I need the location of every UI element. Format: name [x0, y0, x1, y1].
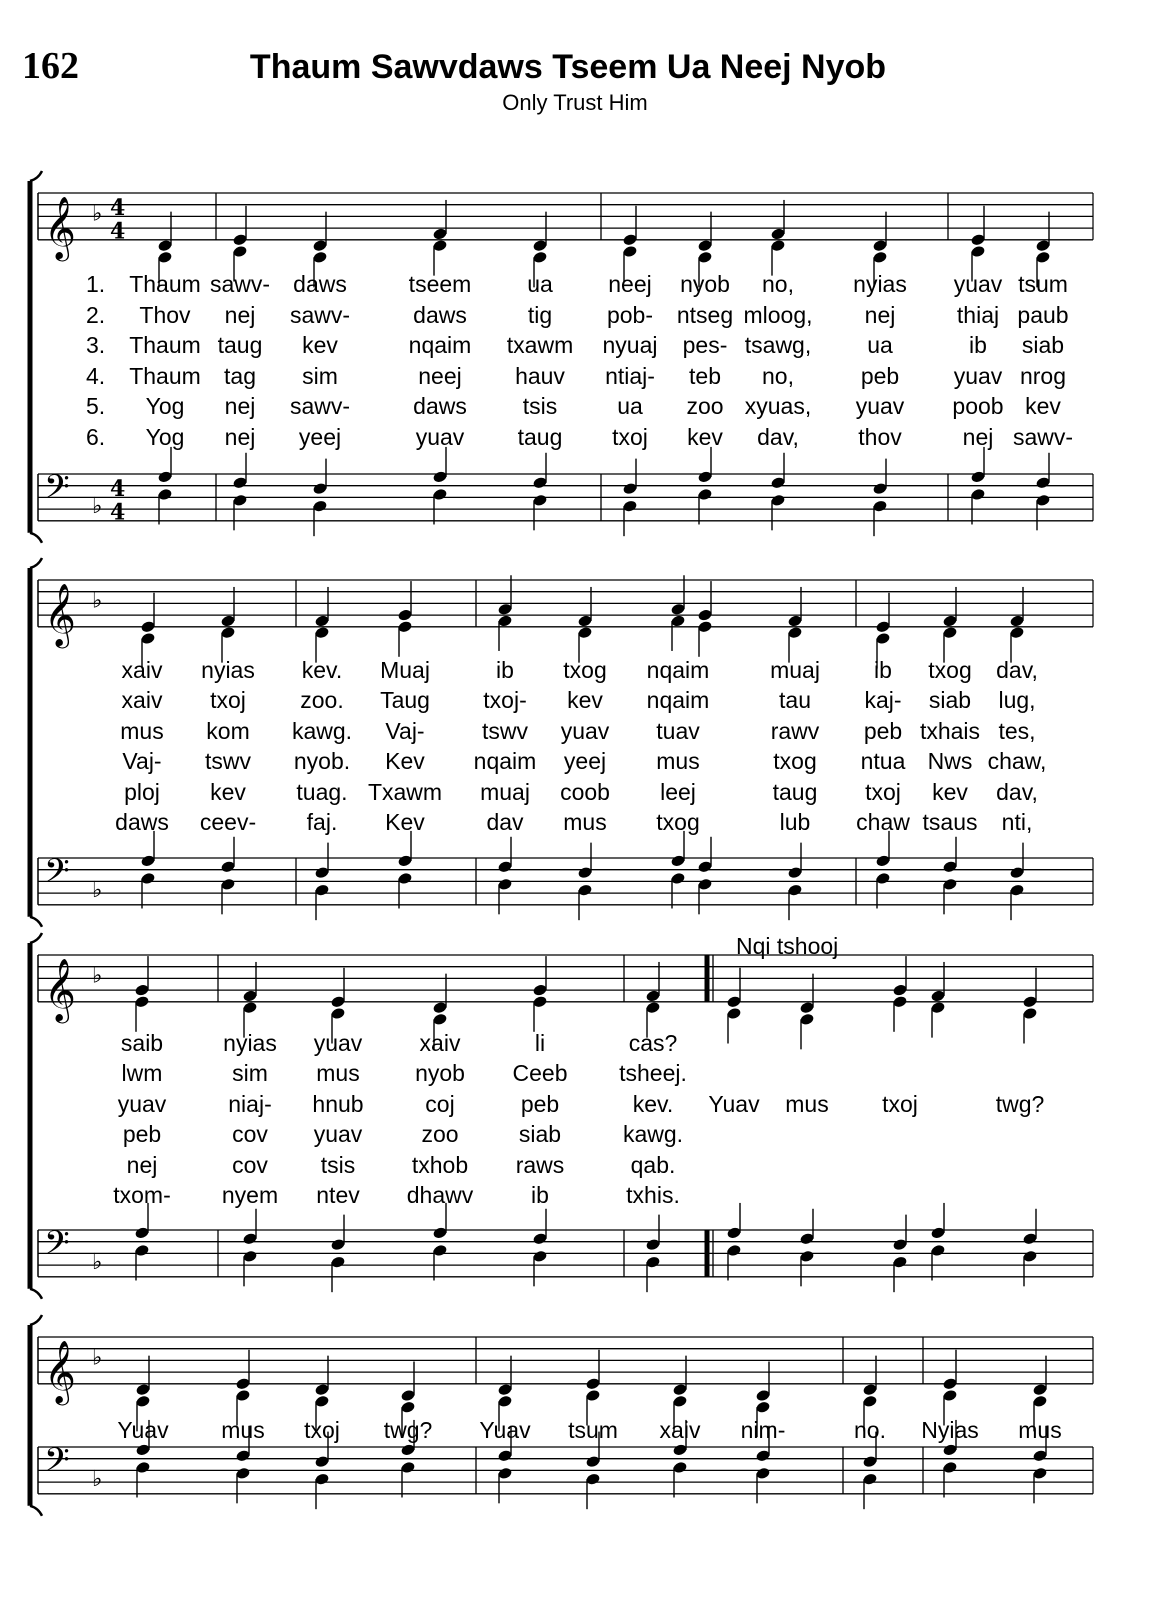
lyric-syllable: niaj-: [228, 1090, 272, 1117]
lyric-syllable: mus: [221, 1417, 265, 1443]
lyric-syllable: yuav: [953, 362, 1003, 389]
lyric-syllable: Txawm: [367, 778, 443, 805]
lyric-syllable: xyuas,: [744, 393, 812, 420]
lyric-syllable: dav,: [757, 424, 799, 450]
treble-clef: 𝄞: [44, 1339, 76, 1403]
lyric-syllable: nej: [224, 393, 256, 420]
lyric-syllable: zoo.: [300, 687, 344, 714]
lyric-syllable: Yuav: [479, 1417, 531, 1443]
lyric-syllable: tsheej.: [619, 1060, 687, 1087]
lyric-syllable: zoo: [421, 1121, 459, 1148]
lyric-syllable: txoj: [865, 778, 901, 805]
lyric-syllable: kev: [932, 778, 968, 805]
lyric-syllable: siab: [1021, 332, 1065, 359]
lyric-syllable: sawv-: [289, 393, 351, 420]
lyric-syllable: ua: [617, 393, 643, 420]
lyric-syllable: txoj-: [483, 687, 527, 714]
lyric-syllable: Kev: [385, 809, 425, 835]
lyric-syllable: Yog: [145, 424, 185, 450]
lyric-syllable: ua: [867, 332, 893, 359]
lyric-syllable: txawm: [506, 332, 574, 359]
lyric-syllable: nej: [962, 424, 994, 450]
lyric-syllable: taug: [772, 778, 818, 805]
lyric-syllable: kev: [567, 687, 603, 714]
lyric-syllable: neej: [418, 362, 462, 389]
lyric-syllable: teb: [689, 362, 721, 389]
lyric-syllable: sawv-: [1012, 424, 1074, 450]
lyric-syllable: txog: [656, 809, 700, 835]
lyric-syllable: mus: [316, 1060, 360, 1087]
key-signature-flat: ♭: [92, 1467, 103, 1493]
lyric-syllable: yuav: [313, 1030, 363, 1056]
lyric-syllable: twg?: [383, 1417, 433, 1443]
lyric-syllable: tsaus: [922, 809, 978, 835]
treble-clef: 𝄞: [44, 195, 76, 259]
lyric-syllable: mus: [1018, 1417, 1062, 1443]
lyric-syllable: thov: [858, 424, 902, 450]
hymn-number: 162: [22, 45, 79, 87]
lyric-syllable: tsum: [1018, 271, 1068, 297]
key-signature-flat: ♭: [92, 1250, 103, 1276]
lyric-syllable: daws: [413, 393, 467, 420]
lyric-syllable: ua: [527, 271, 553, 297]
lyric-syllable: peb: [860, 362, 900, 389]
lyric-syllable: ntseg: [676, 301, 734, 328]
lyric-syllable: txog: [773, 748, 817, 775]
lyric-syllable: taug: [517, 424, 563, 450]
lyric-syllable: hauv: [515, 362, 565, 389]
lyric-syllable: yeej: [298, 424, 342, 450]
lyric-syllable: nej: [126, 1151, 158, 1178]
lyric-syllable: kev.: [632, 1090, 674, 1117]
lyric-syllable: tsis: [320, 1151, 356, 1178]
lyric-syllable: dav,: [996, 657, 1038, 683]
treble-note: [585, 1350, 600, 1426]
key-signature-flat: ♭: [92, 201, 103, 227]
lyric-syllable: dav,: [996, 778, 1038, 805]
lyric-syllable: nqaim: [646, 687, 710, 714]
key-signature-flat: ♭: [92, 963, 103, 989]
lyric-syllable: txom-: [113, 1182, 171, 1208]
lyric-syllable: Yuav: [117, 1417, 169, 1443]
key-signature-flat: ♭: [92, 494, 103, 520]
lyric-syllable: sawv-: [209, 271, 271, 297]
lyric-syllable: yuav: [560, 717, 610, 744]
lyric-syllable: no,: [762, 362, 794, 389]
lyric-syllable: tswv: [205, 748, 251, 775]
lyric-syllable: tuav: [656, 717, 700, 744]
bass-clef: 𝄢: [44, 852, 70, 899]
lyric-syllable: mus: [563, 809, 607, 835]
lyric-syllable: li: [534, 1030, 546, 1056]
lyric-syllable: txoj: [304, 1417, 340, 1443]
lyric-syllable: yuav: [953, 271, 1003, 297]
verse-number: 2.: [86, 301, 106, 328]
lyric-syllable: xaiv: [419, 1030, 461, 1056]
lyric-syllable: ntua: [860, 748, 906, 775]
lyric-syllable: kawg.: [291, 717, 353, 744]
lyric-syllable: kev: [1025, 393, 1061, 420]
lyric-syllable: Ceeb: [512, 1060, 568, 1087]
lyric-syllable: Thaum: [129, 332, 201, 359]
lyric-syllable: kev.: [301, 657, 343, 683]
lyric-syllable: Kev: [385, 748, 425, 775]
lyric-syllable: nyias: [853, 271, 907, 297]
lyric-syllable: txhis.: [626, 1182, 680, 1208]
time-signature-bottom: 4: [110, 499, 126, 526]
lyric-syllable: txhob: [411, 1151, 469, 1178]
key-signature-flat: ♭: [92, 588, 103, 614]
lyric-syllable: tuag.: [296, 778, 348, 805]
lyric-syllable: xaiv: [659, 1417, 701, 1443]
lyric-syllable: Vaj-: [385, 717, 425, 744]
lyric-syllable: no,: [762, 271, 794, 297]
lyric-syllable: kaj-: [864, 687, 902, 714]
lyric-syllable: cov: [232, 1151, 268, 1178]
lyric-syllable: yuav: [855, 393, 905, 420]
lyric-syllable: nti,: [1001, 809, 1033, 835]
lyric-syllable: coob: [560, 778, 610, 805]
verse-number: 3.: [86, 332, 106, 359]
verse-number: 4.: [86, 362, 106, 389]
lyric-syllable: pob-: [606, 301, 654, 328]
key-signature-flat: ♭: [92, 1345, 103, 1371]
lyric-syllable: zoo: [686, 393, 724, 420]
lyric-syllable: rawv: [770, 717, 820, 744]
bass-clef: 𝄢: [44, 1224, 70, 1271]
lyric-syllable: tsis: [522, 393, 558, 420]
lyric-syllable: nyob.: [293, 748, 351, 775]
lyric-syllable: xaiv: [121, 687, 163, 714]
lyric-syllable: peb: [122, 1121, 162, 1148]
lyric-syllable: tau: [779, 687, 811, 714]
lyric-syllable: peb: [520, 1090, 560, 1117]
lyric-syllable: ntev: [316, 1182, 360, 1208]
lyric-syllable: nyias: [223, 1030, 277, 1056]
lyric-syllable: dhawv: [406, 1182, 474, 1208]
lyric-syllable: nim-: [740, 1417, 786, 1443]
lyric-syllable: daws: [293, 271, 347, 297]
lyric-syllable: ib: [496, 657, 514, 683]
lyric-syllable: leej: [660, 778, 696, 805]
hymn-title: Thaum Sawvdaws Tseem Ua Neej Nyob: [249, 48, 887, 86]
lyric-syllable: muaj: [480, 778, 530, 805]
lyric-syllable: pes-: [682, 332, 728, 359]
lyric-syllable: Nws: [927, 748, 973, 775]
treble-clef: 𝄞: [44, 957, 76, 1021]
key-signature-flat: ♭: [92, 878, 103, 904]
lyric-syllable: nyuaj: [602, 332, 658, 359]
lyric-syllable: lug,: [998, 687, 1036, 714]
lyric-syllable: Thov: [139, 301, 191, 328]
lyric-syllable: paub: [1017, 301, 1069, 328]
lyric-syllable: cas?: [628, 1030, 678, 1056]
lyric-syllable: Thaum: [129, 271, 201, 297]
lyric-syllable: nyem: [221, 1182, 279, 1208]
lyric-syllable: txog: [928, 657, 972, 683]
lyric-syllable: coj: [425, 1090, 455, 1117]
lyric-syllable: lub: [779, 809, 811, 835]
lyric-syllable: tig: [527, 301, 553, 328]
lyric-syllable: yuav: [415, 424, 465, 450]
lyric-syllable: yeej: [563, 748, 607, 775]
lyric-syllable: kawg.: [622, 1121, 684, 1148]
lyric-syllable: Vaj-: [122, 748, 162, 775]
lyric-syllable: dav: [486, 809, 524, 835]
lyric-syllable: muaj: [770, 657, 820, 683]
lyric-syllable: Yuav: [708, 1090, 760, 1117]
lyric-syllable: nqaim: [646, 657, 710, 683]
verse-number: 1.: [86, 271, 106, 297]
lyric-syllable: mus: [785, 1090, 829, 1117]
lyric-syllable: kev: [302, 332, 338, 359]
lyric-syllable: txoj: [210, 687, 246, 714]
lyric-syllable: Muaj: [380, 657, 430, 683]
lyric-syllable: nej: [224, 424, 256, 450]
lyric-syllable: kev: [687, 424, 723, 450]
lyric-syllable: lwm: [121, 1060, 163, 1087]
lyric-syllable: ceev-: [199, 809, 257, 835]
hymn-subtitle: Only Trust Him: [502, 90, 648, 115]
lyric-syllable: neej: [608, 271, 652, 297]
lyric-syllable: txoj: [612, 424, 648, 450]
lyric-syllable: twg?: [995, 1090, 1045, 1117]
lyric-syllable: ploj: [124, 778, 160, 805]
lyric-syllable: sim: [302, 362, 338, 389]
lyric-syllable: kev: [210, 778, 246, 805]
lyric-syllable: nyob: [415, 1060, 465, 1087]
verse-number: 5.: [86, 393, 106, 420]
lyric-syllable: txoj: [882, 1090, 918, 1117]
lyric-syllable: mus: [656, 748, 700, 775]
bass-clef: 𝄢: [44, 1441, 70, 1488]
lyric-syllable: siab: [928, 687, 972, 714]
lyric-syllable: tsum: [568, 1417, 618, 1443]
lyric-syllable: nqaim: [408, 332, 472, 359]
treble-staff: [38, 1337, 1093, 1406]
lyric-syllable: tseem: [408, 271, 472, 297]
lyric-syllable: tswv: [482, 717, 528, 744]
lyric-syllable: ib: [874, 657, 892, 683]
lyric-syllable: saib: [120, 1030, 164, 1056]
lyric-syllable: nrog: [1019, 362, 1067, 389]
lyric-syllable: thiaj: [956, 301, 1000, 328]
time-signature-bottom: 4: [110, 218, 126, 245]
lyric-syllable: ntiaj-: [605, 362, 655, 389]
lyric-syllable: daws: [413, 301, 467, 328]
lyric-syllable: nej: [224, 301, 256, 328]
lyric-syllable: ib: [531, 1182, 549, 1208]
lyric-syllable: qab.: [630, 1151, 676, 1178]
lyric-syllable: txog: [563, 657, 607, 683]
lyric-syllable: faj.: [306, 809, 338, 835]
lyric-syllable: yuav: [117, 1090, 167, 1117]
lyric-syllable: nyias: [201, 657, 255, 683]
treble-note: [942, 1350, 957, 1426]
lyric-syllable: nyob: [680, 271, 730, 297]
bass-clef: 𝄢: [44, 468, 70, 515]
lyric-syllable: poob: [952, 393, 1004, 420]
lyric-syllable: Thaum: [129, 362, 201, 389]
lyric-syllable: Taug: [380, 687, 430, 714]
lyric-syllable: xaiv: [121, 657, 163, 683]
lyric-syllable: no.: [854, 1417, 886, 1443]
lyric-syllable: tsawg,: [744, 332, 812, 359]
lyric-syllable: yuav: [313, 1121, 363, 1148]
lyric-syllable: nqaim: [473, 748, 537, 775]
lyric-syllable: txhais: [919, 717, 981, 744]
lyric-syllable: ib: [969, 332, 987, 359]
lyric-syllable: mus: [120, 717, 164, 744]
chorus-marker: Nqi tshooj: [736, 933, 839, 959]
lyric-syllable: raws: [515, 1151, 565, 1178]
lyric-syllable: tag: [224, 362, 256, 389]
lyric-syllable: siab: [518, 1121, 562, 1148]
lyric-syllable: peb: [863, 717, 903, 744]
lyric-syllable: taug: [217, 332, 263, 359]
treble-clef: 𝄞: [44, 582, 76, 646]
lyric-syllable: chaw,: [987, 748, 1047, 775]
verse-number: 6.: [86, 424, 106, 450]
lyric-syllable: chaw: [856, 809, 910, 835]
lyric-syllable: Nyias: [921, 1417, 979, 1443]
lyric-syllable: sim: [232, 1060, 268, 1087]
lyric-syllable: daws: [115, 809, 169, 835]
lyric-syllable: cov: [232, 1121, 268, 1148]
time-signature-top: 4: [110, 195, 126, 222]
lyric-syllable: sawv-: [289, 301, 351, 328]
lyric-syllable: tes,: [998, 717, 1036, 744]
bass-staff: [38, 1441, 1093, 1493]
lyric-syllable: nej: [864, 301, 896, 328]
treble-note: [235, 1350, 250, 1426]
time-signature-top: 4: [110, 476, 126, 503]
lyric-syllable: Yog: [145, 393, 185, 420]
lyric-syllable: mloog,: [743, 301, 813, 328]
lyric-syllable: hnub: [312, 1090, 364, 1117]
lyric-syllable: kom: [206, 717, 250, 744]
